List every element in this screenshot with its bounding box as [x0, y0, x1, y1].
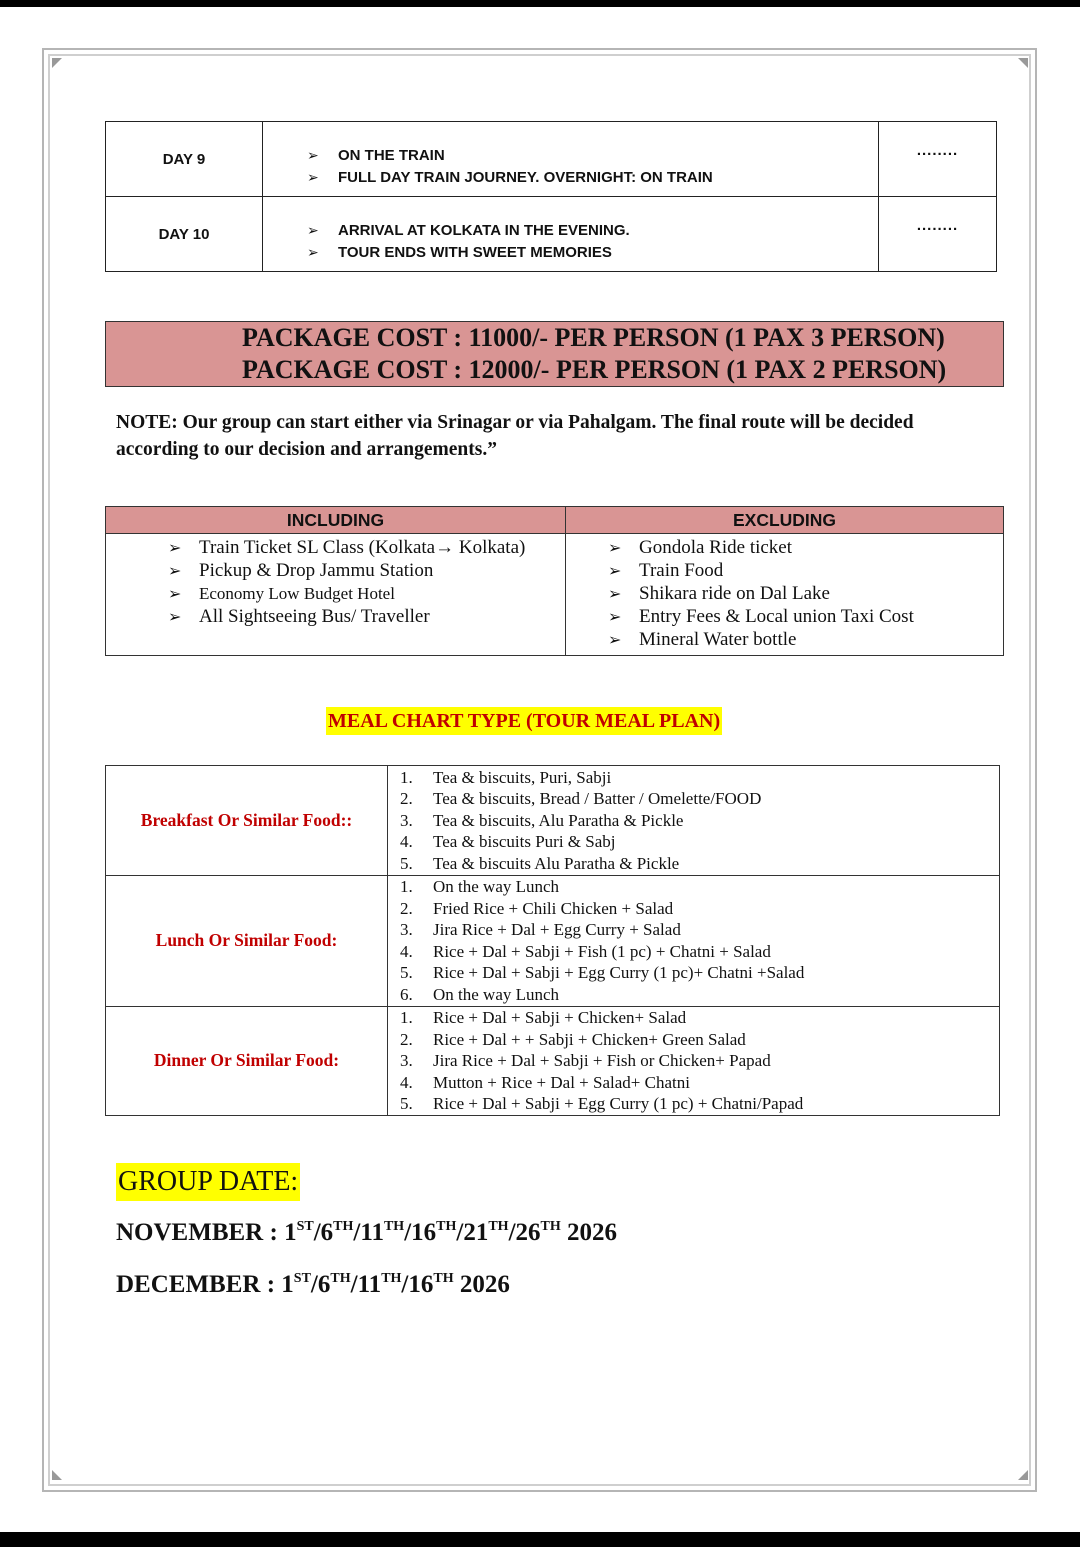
date-day: 26: [515, 1219, 541, 1246]
top-edge: [0, 0, 1080, 7]
itinerary-table: [105, 121, 997, 272]
date-ordinal: TH: [381, 1271, 402, 1286]
meal-item: 4. Tea & biscuits Puri & Sabj: [400, 832, 616, 852]
date-day: 21: [463, 1219, 489, 1246]
date-day: 11: [357, 1271, 382, 1298]
arrow-bullet-icon: ➢: [168, 607, 182, 626]
package-cost-line: PACKAGE COST : 11000/- PER PERSON (1 PAX 3 PERSON): [242, 323, 945, 352]
day-description: [263, 122, 879, 197]
date-ordinal: TH: [333, 1219, 354, 1234]
day-note: ........: [879, 197, 997, 272]
day-label: DAY 9: [106, 122, 263, 197]
meal-label: Breakfast Or Similar Food::: [106, 766, 388, 876]
date-day: 16: [408, 1271, 434, 1298]
meal-item: 2. Rice + Dal + + Sabji + Chicken+ Green Salad: [400, 1029, 746, 1049]
list-item: ➢ Mineral Water bottle: [608, 628, 797, 650]
meal-item: 5. Tea & biscuits Alu Paratha & Pickle: [400, 853, 680, 873]
date-day: 6: [317, 1271, 331, 1298]
itinerary-row: [106, 197, 997, 272]
list-item: ➢ Pickup & Drop Jammu Station: [168, 559, 434, 581]
date-day: 6: [320, 1219, 334, 1246]
date-ordinal: TH: [330, 1271, 351, 1286]
corner-ornament: [52, 58, 62, 68]
meal-label: Lunch Or Similar Food:: [106, 875, 388, 1006]
itinerary-item: ARRIVAL AT KOLKATA IN THE EVENING.: [338, 221, 630, 239]
meal-row: [106, 766, 1000, 876]
corner-ornament: [52, 1470, 62, 1480]
list-item: ➢ Entry Fees & Local union Taxi Cost: [608, 605, 914, 627]
date-ordinal: TH: [436, 1219, 457, 1234]
itinerary-item: TOUR ENDS WITH SWEET MEMORIES: [338, 243, 612, 261]
arrow-bullet-icon: ➢: [168, 561, 182, 580]
meal-item: 4. Rice + Dal + Sabji + Fish (1 pc) + Chatni + Salad: [400, 941, 771, 961]
arrow-bullet-icon: ➢: [168, 538, 182, 557]
group-date-title: GROUP DATE:: [116, 1163, 300, 1201]
arrow-bullet-icon: ➢: [307, 146, 319, 163]
arrow-bullet-icon: ➢: [307, 243, 319, 260]
route-note: NOTE: Our group can start either via Srinagar or via Pahalgam. The final route will be decided according to our decision and arrangements.”: [116, 412, 914, 460]
excluding-list: [566, 534, 1004, 656]
date-ordinal: TH: [540, 1219, 561, 1234]
meal-item: 1. On the way Lunch: [400, 877, 560, 897]
arrow-bullet-icon: ➢: [608, 607, 622, 626]
date-day: 16: [411, 1219, 437, 1246]
meal-row: [106, 1006, 1000, 1116]
meal-item: 5. Rice + Dal + Sabji + Egg Curry (1 pc) + Chatni/Papad: [400, 1094, 804, 1114]
december-dates: DECEMBER : 1ST/6TH/11TH/16TH 2026: [116, 1271, 510, 1298]
list-item: ➢ All Sightseeing Bus/ Traveller: [168, 605, 430, 627]
date-ordinal: TH: [383, 1219, 405, 1234]
package-cost-box: [105, 321, 1004, 387]
meal-item: 3. Jira Rice + Dal + Egg Curry + Salad: [400, 920, 681, 940]
day-note: ........: [879, 122, 997, 197]
meal-item: 3. Jira Rice + Dal + Sabji + Fish or Chicken+ Papad: [400, 1051, 771, 1071]
bottom-edge: [0, 1532, 1080, 1547]
date-ordinal: ST: [293, 1271, 311, 1286]
meal-item: 1. Rice + Dal + Sabji + Chicken+ Salad: [400, 1008, 687, 1028]
meal-item: 1. Tea & biscuits, Puri, Sabji: [400, 767, 612, 787]
date-day: 11: [360, 1219, 384, 1246]
including-header: INCLUDING: [106, 507, 566, 534]
list-item: ➢ Economy Low Budget Hotel: [168, 583, 395, 603]
day-description: [263, 197, 879, 272]
date-list: 1ST/6TH/11TH/16TH: [281, 1271, 454, 1298]
list-item: ➢ Train Ticket SL Class (Kolkata→ Kolkata): [168, 536, 526, 558]
day-label: DAY 10: [106, 197, 263, 272]
list-item: ➢ Train Food: [608, 559, 724, 581]
meal-chart-table: [105, 765, 1000, 1116]
package-cost-line: PACKAGE COST : 12000/- PER PERSON (1 PAX 2 PERSON): [242, 355, 947, 384]
meal-row: [106, 875, 1000, 1006]
meal-items: [388, 766, 1000, 876]
including-list: [106, 534, 566, 656]
date-day: 1: [281, 1271, 294, 1298]
corner-ornament: [1018, 1470, 1028, 1480]
november-dates: NOVEMBER : 1ST/6TH/11TH/16TH/21TH/26TH 2026: [116, 1219, 617, 1246]
meal-item: 2. Fried Rice + Chili Chicken + Salad: [400, 898, 674, 918]
date-ordinal: TH: [433, 1271, 454, 1286]
meal-chart-title: MEAL CHART TYPE (TOUR MEAL PLAN): [326, 707, 722, 735]
meal-items: [388, 1006, 1000, 1116]
list-item: ➢ Gondola Ride ticket: [608, 536, 793, 558]
excluding-header: EXCLUDING: [566, 507, 1004, 534]
meal-items: [388, 875, 1000, 1006]
date-day: 1: [284, 1219, 297, 1246]
corner-ornament: [1018, 58, 1028, 68]
arrow-bullet-icon: ➢: [608, 584, 622, 603]
date-ordinal: TH: [488, 1219, 509, 1234]
itinerary-item: FULL DAY TRAIN JOURNEY. OVERNIGHT: ON TRAIN: [338, 168, 713, 186]
itinerary-row: [106, 122, 997, 197]
meal-item: 2. Tea & biscuits, Bread / Batter / Omelette/FOOD: [400, 789, 762, 809]
arrow-bullet-icon: ➢: [608, 538, 622, 557]
meal-item: 6. On the way Lunch: [400, 984, 560, 1004]
arrow-bullet-icon: ➢: [307, 168, 319, 185]
arrow-bullet-icon: ➢: [307, 221, 319, 238]
arrow-bullet-icon: ➢: [608, 630, 622, 649]
date-ordinal: ST: [296, 1219, 314, 1234]
inclusions-table: [105, 506, 1004, 656]
meal-item: 4. Mutton + Rice + Dal + Salad+ Chatni: [400, 1072, 690, 1092]
arrow-bullet-icon: ➢: [168, 584, 182, 603]
date-list: 1ST/6TH/11TH/16TH/21TH/26TH: [284, 1219, 561, 1246]
arrow-bullet-icon: ➢: [608, 561, 622, 580]
meal-item: 3. Tea & biscuits, Alu Paratha & Pickle: [400, 810, 684, 830]
meal-label: Dinner Or Similar Food:: [106, 1006, 388, 1116]
list-item: ➢ Shikara ride on Dal Lake: [608, 582, 830, 604]
meal-item: 5. Rice + Dal + Sabji + Egg Curry (1 pc)+ Chatni +Salad: [400, 963, 805, 983]
itinerary-item: ON THE TRAIN: [338, 146, 445, 164]
